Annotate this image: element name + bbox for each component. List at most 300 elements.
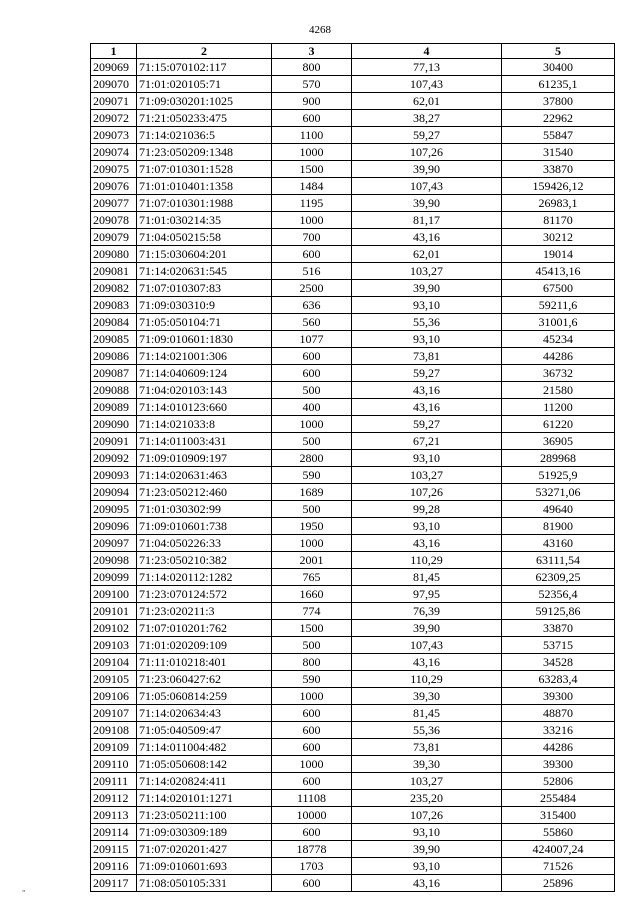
rate-cell: 93,10: [352, 824, 502, 841]
table-row: [91, 518, 615, 535]
area-cell: 1689: [272, 484, 352, 501]
row-number-cell: 209087: [91, 365, 137, 382]
value-cell: 159426,12: [502, 178, 615, 195]
row-number-cell: 209108: [91, 722, 137, 739]
value-cell: 34528: [502, 654, 615, 671]
rate-cell: 93,10: [352, 518, 502, 535]
row-number-cell: 209077: [91, 195, 137, 212]
value-cell: 51925,9: [502, 467, 615, 484]
row-number-cell: 209097: [91, 535, 137, 552]
cadastral-number-cell: 71:05:040509:47: [137, 722, 272, 739]
value-cell: 33870: [502, 620, 615, 637]
rate-cell: 62,01: [352, 93, 502, 110]
value-cell: 59211,6: [502, 297, 615, 314]
cadastral-number-cell: 71:01:020209:109: [137, 637, 272, 654]
area-cell: 1500: [272, 161, 352, 178]
table-row: [91, 739, 615, 756]
area-cell: 2001: [272, 552, 352, 569]
area-cell: 600: [272, 705, 352, 722]
column-header-3: 3: [272, 44, 352, 59]
value-cell: 39300: [502, 688, 615, 705]
value-cell: 52806: [502, 773, 615, 790]
cadastral-number-cell: 71:14:020824:411: [137, 773, 272, 790]
rate-cell: 93,10: [352, 450, 502, 467]
value-cell: 21580: [502, 382, 615, 399]
rate-cell: 103,27: [352, 263, 502, 280]
area-cell: 516: [272, 263, 352, 280]
row-number-cell: 209091: [91, 433, 137, 450]
rate-cell: 103,27: [352, 467, 502, 484]
cadastral-number-cell: 71:23:050209:1348: [137, 144, 272, 161]
cadastral-number-cell: 71:23:020211:3: [137, 603, 272, 620]
row-number-cell: 209084: [91, 314, 137, 331]
area-cell: 600: [272, 875, 352, 892]
row-number-cell: 209079: [91, 229, 137, 246]
value-cell: 44286: [502, 739, 615, 756]
value-cell: 22962: [502, 110, 615, 127]
area-cell: 500: [272, 501, 352, 518]
rate-cell: 39,90: [352, 195, 502, 212]
area-cell: 1484: [272, 178, 352, 195]
value-cell: 55847: [502, 127, 615, 144]
row-number-cell: 209111: [91, 773, 137, 790]
table-row: [91, 773, 615, 790]
rate-cell: 93,10: [352, 331, 502, 348]
row-number-cell: 209109: [91, 739, 137, 756]
rate-cell: 43,16: [352, 875, 502, 892]
rate-cell: 43,16: [352, 399, 502, 416]
value-cell: 81170: [502, 212, 615, 229]
area-cell: 1100: [272, 127, 352, 144]
value-cell: 289968: [502, 450, 615, 467]
area-cell: 1500: [272, 620, 352, 637]
table-row: [91, 93, 615, 110]
cadastral-number-cell: 71:07:020201:427: [137, 841, 272, 858]
table-row: [91, 484, 615, 501]
cadastral-number-cell: 71:14:021036:5: [137, 127, 272, 144]
rate-cell: 110,29: [352, 552, 502, 569]
value-cell: 52356,4: [502, 586, 615, 603]
table-row: [91, 688, 615, 705]
rate-cell: 107,43: [352, 76, 502, 93]
row-number-cell: 209081: [91, 263, 137, 280]
area-cell: 600: [272, 348, 352, 365]
cadastral-number-cell: 71:01:010401:1358: [137, 178, 272, 195]
cadastral-number-cell: 71:09:030310:9: [137, 297, 272, 314]
margin-mark: „: [22, 884, 26, 893]
cadastral-number-cell: 71:09:010601:693: [137, 858, 272, 875]
row-number-cell: 209080: [91, 246, 137, 263]
cadastral-number-cell: 71:04:050215:58: [137, 229, 272, 246]
value-cell: 81900: [502, 518, 615, 535]
rate-cell: 103,27: [352, 773, 502, 790]
value-cell: 33870: [502, 161, 615, 178]
row-number-cell: 209104: [91, 654, 137, 671]
value-cell: 53271,06: [502, 484, 615, 501]
rate-cell: 43,16: [352, 535, 502, 552]
value-cell: 39300: [502, 756, 615, 773]
table-row: [91, 858, 615, 875]
rate-cell: 43,16: [352, 654, 502, 671]
area-cell: 2800: [272, 450, 352, 467]
cadastral-number-cell: 71:09:010601:738: [137, 518, 272, 535]
cadastral-number-cell: 71:05:050608:142: [137, 756, 272, 773]
value-cell: 36905: [502, 433, 615, 450]
cadastral-number-cell: 71:23:070124:572: [137, 586, 272, 603]
rate-cell: 93,10: [352, 858, 502, 875]
row-number-cell: 209116: [91, 858, 137, 875]
rate-cell: 39,90: [352, 280, 502, 297]
value-cell: 30400: [502, 59, 615, 76]
cadastral-number-cell: 71:07:010301:1988: [137, 195, 272, 212]
table-row: [91, 59, 615, 76]
table-row: [91, 586, 615, 603]
row-number-cell: 209075: [91, 161, 137, 178]
table-row: [91, 654, 615, 671]
area-cell: 600: [272, 739, 352, 756]
cadastral-number-cell: 71:21:050233:475: [137, 110, 272, 127]
rate-cell: 73,81: [352, 739, 502, 756]
area-cell: 900: [272, 93, 352, 110]
rate-cell: 76,39: [352, 603, 502, 620]
cadastral-number-cell: 71:01:030302:99: [137, 501, 272, 518]
value-cell: 31001,6: [502, 314, 615, 331]
area-cell: 1000: [272, 144, 352, 161]
cadastral-number-cell: 71:11:010218:401: [137, 654, 272, 671]
area-cell: 400: [272, 399, 352, 416]
area-cell: 600: [272, 773, 352, 790]
table-row: [91, 263, 615, 280]
column-header-5: 5: [502, 44, 615, 59]
row-number-cell: 209090: [91, 416, 137, 433]
table-row: [91, 246, 615, 263]
table-row: [91, 841, 615, 858]
area-cell: 700: [272, 229, 352, 246]
table-row: [91, 297, 615, 314]
area-cell: 570: [272, 76, 352, 93]
value-cell: 11200: [502, 399, 615, 416]
value-cell: 45234: [502, 331, 615, 348]
table-row: [91, 637, 615, 654]
rate-cell: 107,26: [352, 144, 502, 161]
value-cell: 25896: [502, 875, 615, 892]
table-row: [91, 450, 615, 467]
area-cell: 500: [272, 433, 352, 450]
row-number-cell: 209086: [91, 348, 137, 365]
cadastral-number-cell: 71:01:030214:35: [137, 212, 272, 229]
rate-cell: 59,27: [352, 127, 502, 144]
area-cell: 600: [272, 722, 352, 739]
table-row: [91, 280, 615, 297]
area-cell: 590: [272, 671, 352, 688]
cadastral-number-cell: 71:04:050226:33: [137, 535, 272, 552]
rate-cell: 99,28: [352, 501, 502, 518]
row-number-cell: 209106: [91, 688, 137, 705]
table-row: [91, 807, 615, 824]
rate-cell: 97,95: [352, 586, 502, 603]
table-row: [91, 348, 615, 365]
rate-cell: 62,01: [352, 246, 502, 263]
value-cell: 61220: [502, 416, 615, 433]
table-row: [91, 620, 615, 637]
value-cell: 61235,1: [502, 76, 615, 93]
table-row: [91, 603, 615, 620]
rate-cell: 67,21: [352, 433, 502, 450]
value-cell: 33216: [502, 722, 615, 739]
row-number-cell: 209117: [91, 875, 137, 892]
row-number-cell: 209070: [91, 76, 137, 93]
row-number-cell: 209083: [91, 297, 137, 314]
table-row: [91, 365, 615, 382]
cadastral-number-cell: 71:08:050105:331: [137, 875, 272, 892]
cadastral-number-cell: 71:07:010307:83: [137, 280, 272, 297]
rate-cell: 39,90: [352, 161, 502, 178]
cadastral-number-cell: 71:14:020631:463: [137, 467, 272, 484]
value-cell: 36732: [502, 365, 615, 382]
area-cell: 600: [272, 365, 352, 382]
cadastral-number-cell: 71:14:011004:482: [137, 739, 272, 756]
row-number-cell: 209088: [91, 382, 137, 399]
row-number-cell: 209089: [91, 399, 137, 416]
table-row: [91, 416, 615, 433]
column-header-4: 4: [352, 44, 502, 59]
area-cell: 1000: [272, 212, 352, 229]
table-row: [91, 110, 615, 127]
area-cell: 500: [272, 637, 352, 654]
cadastral-number-cell: 71:09:030201:1025: [137, 93, 272, 110]
table-row: [91, 331, 615, 348]
rate-cell: 110,29: [352, 671, 502, 688]
row-number-cell: 209072: [91, 110, 137, 127]
land-plot-table: [90, 43, 615, 892]
row-number-cell: 209069: [91, 59, 137, 76]
cadastral-number-cell: 71:14:020631:545: [137, 263, 272, 280]
rate-cell: 39,30: [352, 756, 502, 773]
row-number-cell: 209099: [91, 569, 137, 586]
rate-cell: 39,90: [352, 620, 502, 637]
cadastral-number-cell: 71:04:020103:143: [137, 382, 272, 399]
area-cell: 1703: [272, 858, 352, 875]
table-row: [91, 756, 615, 773]
cadastral-number-cell: 71:23:050210:382: [137, 552, 272, 569]
rate-cell: 59,27: [352, 416, 502, 433]
area-cell: 1660: [272, 586, 352, 603]
cadastral-number-cell: 71:05:060814:259: [137, 688, 272, 705]
value-cell: 26983,1: [502, 195, 615, 212]
value-cell: 63283,4: [502, 671, 615, 688]
cadastral-number-cell: 71:14:010123:660: [137, 399, 272, 416]
rate-cell: 77,13: [352, 59, 502, 76]
value-cell: 19014: [502, 246, 615, 263]
table-row: [91, 875, 615, 892]
table-row: [91, 161, 615, 178]
row-number-cell: 209103: [91, 637, 137, 654]
table-row: [91, 467, 615, 484]
rate-cell: 235,20: [352, 790, 502, 807]
area-cell: 2500: [272, 280, 352, 297]
value-cell: 30212: [502, 229, 615, 246]
rate-cell: 107,26: [352, 807, 502, 824]
table-row: [91, 671, 615, 688]
rate-cell: 38,27: [352, 110, 502, 127]
row-number-cell: 209071: [91, 93, 137, 110]
value-cell: 59125,86: [502, 603, 615, 620]
rate-cell: 73,81: [352, 348, 502, 365]
cadastral-number-cell: 71:15:030604:201: [137, 246, 272, 263]
rate-cell: 107,26: [352, 484, 502, 501]
table-row: [91, 535, 615, 552]
value-cell: 255484: [502, 790, 615, 807]
value-cell: 55860: [502, 824, 615, 841]
value-cell: 67500: [502, 280, 615, 297]
area-cell: 600: [272, 110, 352, 127]
row-number-cell: 209078: [91, 212, 137, 229]
area-cell: 590: [272, 467, 352, 484]
table-row: [91, 399, 615, 416]
table-row: [91, 382, 615, 399]
table-row: [91, 552, 615, 569]
area-cell: 1195: [272, 195, 352, 212]
row-number-cell: 209096: [91, 518, 137, 535]
row-number-cell: 209073: [91, 127, 137, 144]
area-cell: 800: [272, 654, 352, 671]
table-row: [91, 229, 615, 246]
area-cell: 1000: [272, 416, 352, 433]
table-row: [91, 705, 615, 722]
area-cell: 765: [272, 569, 352, 586]
cadastral-number-cell: 71:07:010201:762: [137, 620, 272, 637]
rate-cell: 55,36: [352, 722, 502, 739]
cadastral-number-cell: 71:14:011003:431: [137, 433, 272, 450]
table-row: [91, 195, 615, 212]
table-row: [91, 824, 615, 841]
table-row: [91, 501, 615, 518]
cadastral-number-cell: 71:09:030309:189: [137, 824, 272, 841]
value-cell: 71526: [502, 858, 615, 875]
value-cell: 44286: [502, 348, 615, 365]
area-cell: 1950: [272, 518, 352, 535]
row-number-cell: 209100: [91, 586, 137, 603]
cadastral-number-cell: 71:15:070102:117: [137, 59, 272, 76]
area-cell: 18778: [272, 841, 352, 858]
area-cell: 1000: [272, 535, 352, 552]
area-cell: 11108: [272, 790, 352, 807]
rate-cell: 59,27: [352, 365, 502, 382]
rate-cell: 39,30: [352, 688, 502, 705]
cadastral-number-cell: 71:14:020112:1282: [137, 569, 272, 586]
area-cell: 800: [272, 59, 352, 76]
rate-cell: 93,10: [352, 297, 502, 314]
rate-cell: 43,16: [352, 382, 502, 399]
header-row: [91, 44, 615, 59]
cadastral-number-cell: 71:14:021033:8: [137, 416, 272, 433]
area-cell: 1000: [272, 756, 352, 773]
row-number-cell: 209082: [91, 280, 137, 297]
table-row: [91, 722, 615, 739]
area-cell: 600: [272, 246, 352, 263]
cadastral-number-cell: 71:23:050212:460: [137, 484, 272, 501]
row-number-cell: 209101: [91, 603, 137, 620]
value-cell: 424007,24: [502, 841, 615, 858]
table-body: [91, 59, 615, 892]
area-cell: 774: [272, 603, 352, 620]
cadastral-number-cell: 71:09:010909:197: [137, 450, 272, 467]
value-cell: 53715: [502, 637, 615, 654]
value-cell: 48870: [502, 705, 615, 722]
table-row: [91, 790, 615, 807]
value-cell: 37800: [502, 93, 615, 110]
area-cell: 1000: [272, 688, 352, 705]
cadastral-number-cell: 71:14:040609:124: [137, 365, 272, 382]
cadastral-number-cell: 71:07:010301:1528: [137, 161, 272, 178]
cadastral-number-cell: 71:14:021001:306: [137, 348, 272, 365]
value-cell: 43160: [502, 535, 615, 552]
cadastral-number-cell: 71:14:020101:1271: [137, 790, 272, 807]
row-number-cell: 209074: [91, 144, 137, 161]
row-number-cell: 209102: [91, 620, 137, 637]
table-row: [91, 314, 615, 331]
rate-cell: 107,43: [352, 178, 502, 195]
cadastral-number-cell: 71:01:020105:71: [137, 76, 272, 93]
row-number-cell: 209094: [91, 484, 137, 501]
table-row: [91, 212, 615, 229]
rate-cell: 43,16: [352, 229, 502, 246]
value-cell: 315400: [502, 807, 615, 824]
area-cell: 500: [272, 382, 352, 399]
table-row: [91, 144, 615, 161]
row-number-cell: 209095: [91, 501, 137, 518]
row-number-cell: 209112: [91, 790, 137, 807]
value-cell: 63111,54: [502, 552, 615, 569]
rate-cell: 81,45: [352, 705, 502, 722]
area-cell: 636: [272, 297, 352, 314]
row-number-cell: 209114: [91, 824, 137, 841]
table-row: [91, 178, 615, 195]
cadastral-number-cell: 71:14:020634:43: [137, 705, 272, 722]
row-number-cell: 209110: [91, 756, 137, 773]
rate-cell: 107,43: [352, 637, 502, 654]
row-number-cell: 209076: [91, 178, 137, 195]
row-number-cell: 209105: [91, 671, 137, 688]
row-number-cell: 209115: [91, 841, 137, 858]
area-cell: 600: [272, 824, 352, 841]
row-number-cell: 209093: [91, 467, 137, 484]
row-number-cell: 209098: [91, 552, 137, 569]
rate-cell: 55,36: [352, 314, 502, 331]
cadastral-number-cell: 71:23:050211:100: [137, 807, 272, 824]
row-number-cell: 209085: [91, 331, 137, 348]
value-cell: 49640: [502, 501, 615, 518]
rate-cell: 81,17: [352, 212, 502, 229]
area-cell: 10000: [272, 807, 352, 824]
cadastral-number-cell: 71:05:050104:71: [137, 314, 272, 331]
column-header-1: 1: [91, 44, 137, 59]
table-row: [91, 127, 615, 144]
area-cell: 560: [272, 314, 352, 331]
cadastral-number-cell: 71:23:060427:62: [137, 671, 272, 688]
table-row: [91, 76, 615, 93]
rate-cell: 39,90: [352, 841, 502, 858]
value-cell: 62309,25: [502, 569, 615, 586]
cadastral-number-cell: 71:09:010601:1830: [137, 331, 272, 348]
row-number-cell: 209092: [91, 450, 137, 467]
rate-cell: 81,45: [352, 569, 502, 586]
column-header-2: 2: [137, 44, 272, 59]
row-number-cell: 209107: [91, 705, 137, 722]
page-number: 4268: [309, 24, 331, 36]
value-cell: 31540: [502, 144, 615, 161]
area-cell: 1077: [272, 331, 352, 348]
